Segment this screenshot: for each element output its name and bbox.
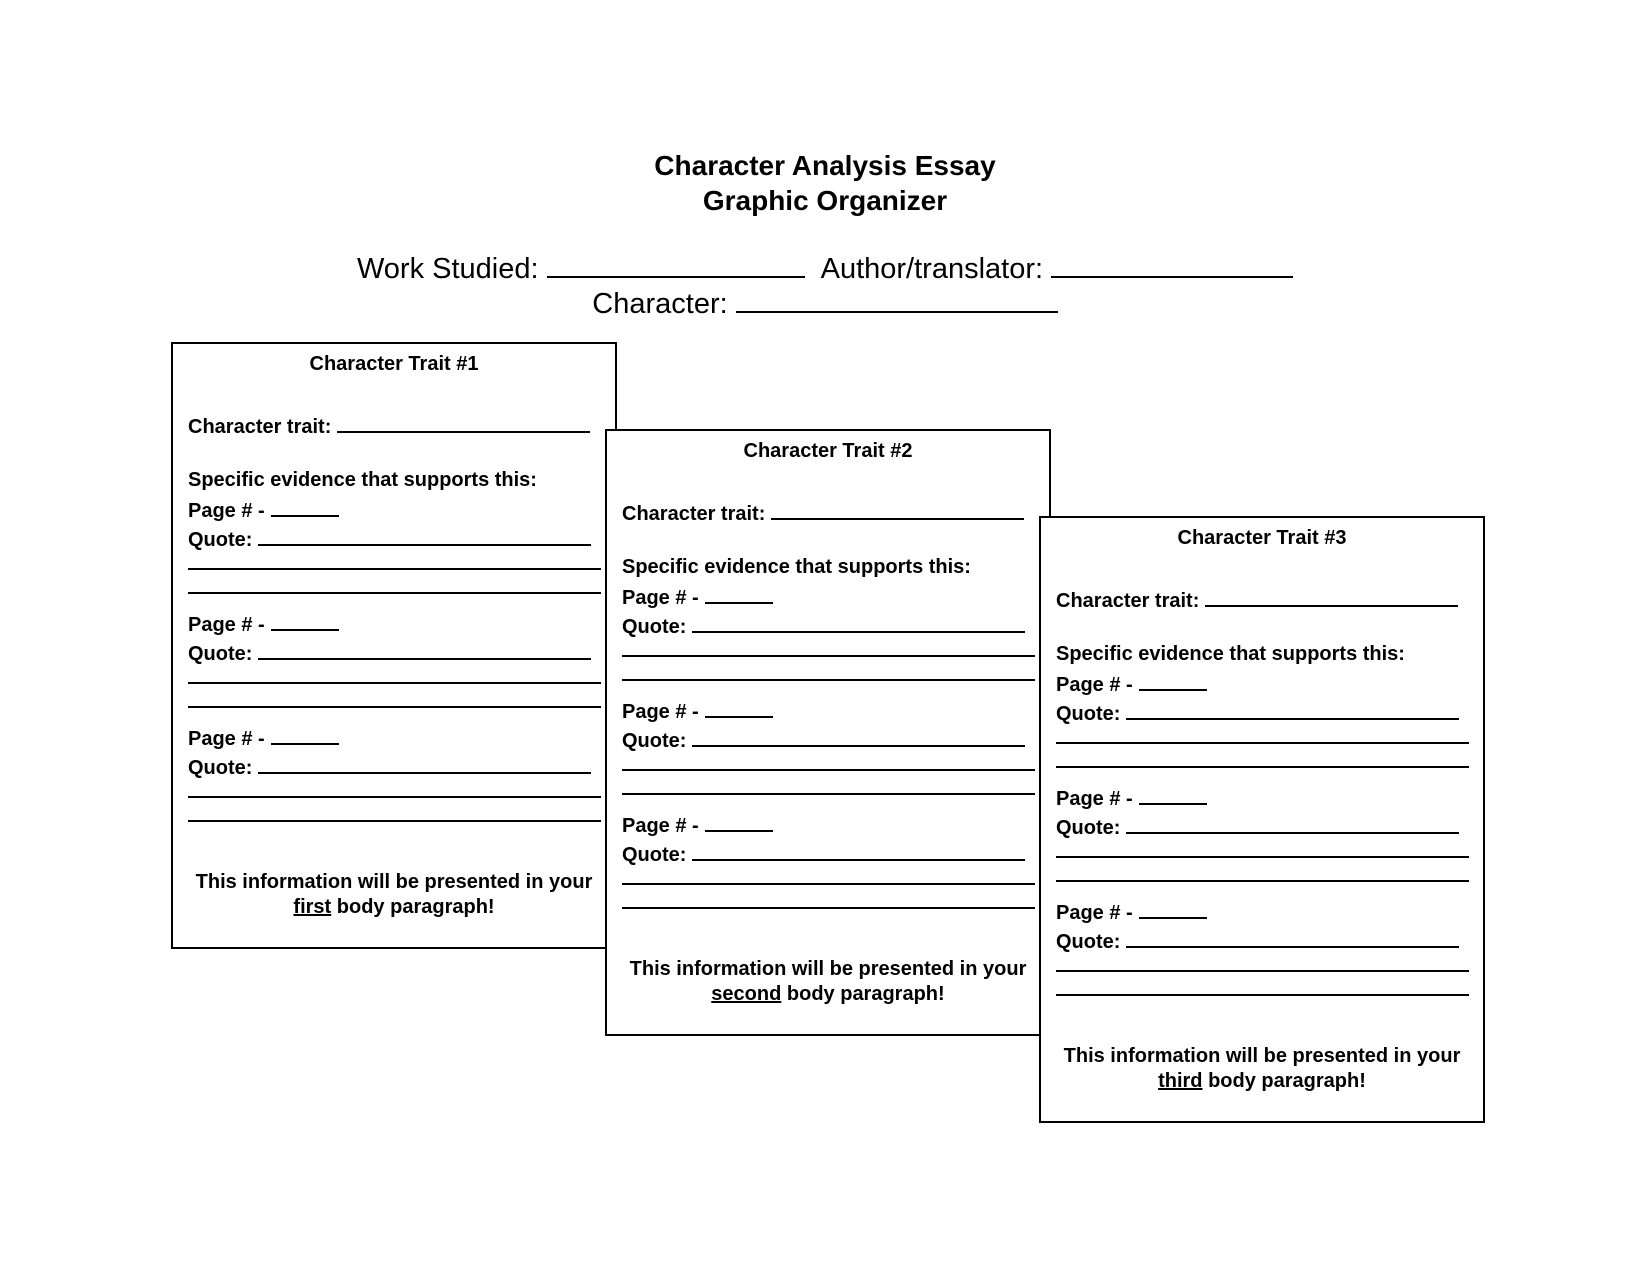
page-row (1056, 670, 1207, 697)
quote-row (188, 525, 591, 552)
quote-label: Quote: (1056, 931, 1121, 953)
title-line-2: Graphic Organizer (702, 185, 948, 216)
trait-row (622, 499, 1024, 526)
quote-continuation-line[interactable] (188, 592, 601, 594)
quote-label: Quote: (622, 844, 687, 866)
work-studied-field[interactable] (547, 250, 805, 278)
card-footer (1041, 1044, 1483, 1094)
quote-row (188, 753, 591, 780)
page-row (1056, 898, 1207, 925)
quote-label: Quote: (1056, 817, 1121, 839)
page-field[interactable] (705, 583, 773, 604)
page-row (622, 697, 773, 724)
card-footer (607, 957, 1049, 1007)
title-line-1: Character Analysis Essay (654, 150, 996, 181)
work-studied-label: Work Studied: (356, 253, 539, 285)
page-row (188, 610, 339, 637)
trait-card-2 (605, 429, 1051, 1036)
quote-row (622, 726, 1025, 753)
trait-row (1056, 586, 1458, 613)
quote-continuation-line[interactable] (1056, 856, 1469, 858)
trait-field[interactable] (337, 412, 590, 433)
quote-continuation-line[interactable] (188, 682, 601, 684)
quote-row (1056, 699, 1459, 726)
footer-text-end: body paragraph! (1208, 1070, 1366, 1092)
page-label: Page # - (188, 614, 265, 636)
quote-field[interactable] (1126, 813, 1459, 834)
quote-label: Quote: (622, 730, 687, 752)
trait-row (188, 412, 590, 439)
page-row (622, 811, 773, 838)
quote-continuation-line[interactable] (1056, 742, 1469, 744)
footer-emphasis: second (711, 983, 782, 1005)
trait-label: Character trait: (1056, 590, 1200, 612)
card-heading: Character Trait #3 (1177, 527, 1347, 549)
page-row (188, 724, 339, 751)
trait-card-1 (171, 342, 617, 949)
footer-text-end: body paragraph! (786, 983, 945, 1005)
quote-continuation-line[interactable] (1056, 880, 1469, 882)
page-field[interactable] (271, 610, 339, 631)
author-label: Author/translator: (820, 253, 1044, 285)
quote-field[interactable] (692, 612, 1025, 633)
quote-continuation-line[interactable] (622, 679, 1035, 681)
page-row (622, 583, 773, 610)
quote-continuation-line[interactable] (622, 769, 1035, 771)
quote-row (622, 612, 1025, 639)
quote-row (188, 639, 591, 666)
trait-card-3 (1039, 516, 1485, 1123)
footer-text: This information will be presented in your (195, 871, 593, 893)
trait-label: Character trait: (622, 503, 766, 525)
quote-field[interactable] (692, 726, 1025, 747)
footer-text: This information will be presented in your (1063, 1045, 1461, 1067)
quote-field[interactable] (258, 525, 591, 546)
quote-continuation-line[interactable] (1056, 994, 1469, 996)
footer-text-end: body paragraph! (336, 896, 495, 918)
footer-emphasis: third (1158, 1070, 1203, 1092)
quote-field[interactable] (258, 639, 591, 660)
quote-continuation-line[interactable] (622, 883, 1035, 885)
quote-row (1056, 927, 1459, 954)
page-row (188, 496, 339, 523)
quote-label: Quote: (622, 616, 687, 638)
quote-label: Quote: (188, 529, 253, 551)
page-field[interactable] (1139, 670, 1207, 691)
document-title (0, 148, 1650, 218)
quote-continuation-line[interactable] (188, 568, 601, 570)
quote-continuation-line[interactable] (622, 793, 1035, 795)
quote-field[interactable] (258, 753, 591, 774)
work-author-line (0, 250, 1650, 287)
page-row (1056, 784, 1207, 811)
page-label: Page # - (1056, 674, 1133, 696)
character-label: Character: (592, 288, 728, 320)
page-label: Page # - (622, 587, 699, 609)
page-label: Page # - (188, 500, 265, 522)
page-field[interactable] (1139, 898, 1207, 919)
quote-row (622, 840, 1025, 867)
quote-row (1056, 813, 1459, 840)
page-field[interactable] (705, 811, 773, 832)
footer-emphasis: first (293, 896, 332, 918)
page-field[interactable] (1139, 784, 1207, 805)
page-field[interactable] (705, 697, 773, 718)
page-field[interactable] (271, 496, 339, 517)
quote-continuation-line[interactable] (622, 655, 1035, 657)
page-label: Page # - (1056, 788, 1133, 810)
page-label: Page # - (622, 701, 699, 723)
evidence-label: Specific evidence that supports this: (1056, 643, 1405, 665)
card-heading: Character Trait #2 (743, 440, 913, 462)
quote-continuation-line[interactable] (188, 796, 601, 798)
evidence-label: Specific evidence that supports this: (622, 556, 971, 578)
quote-continuation-line[interactable] (622, 907, 1035, 909)
page-label: Page # - (622, 815, 699, 837)
card-footer (173, 870, 615, 920)
page-label: Page # - (1056, 902, 1133, 924)
trait-field[interactable] (771, 499, 1024, 520)
author-field[interactable] (1051, 250, 1293, 278)
quote-continuation-line[interactable] (188, 820, 601, 822)
footer-text: This information will be presented in your (629, 958, 1027, 980)
quote-field[interactable] (1126, 927, 1459, 948)
quote-label: Quote: (188, 757, 253, 779)
quote-label: Quote: (1056, 703, 1121, 725)
quote-continuation-line[interactable] (1056, 970, 1469, 972)
trait-label: Character trait: (188, 416, 332, 438)
evidence-label: Specific evidence that supports this: (188, 469, 537, 491)
quote-field[interactable] (692, 840, 1025, 861)
trait-field[interactable] (1205, 586, 1458, 607)
quote-label: Quote: (188, 643, 253, 665)
quote-continuation-line[interactable] (1056, 766, 1469, 768)
page-field[interactable] (271, 724, 339, 745)
page-label: Page # - (188, 728, 265, 750)
quote-field[interactable] (1126, 699, 1459, 720)
quote-continuation-line[interactable] (188, 706, 601, 708)
character-line (0, 285, 1650, 322)
character-field[interactable] (736, 285, 1058, 313)
card-heading: Character Trait #1 (309, 353, 479, 375)
